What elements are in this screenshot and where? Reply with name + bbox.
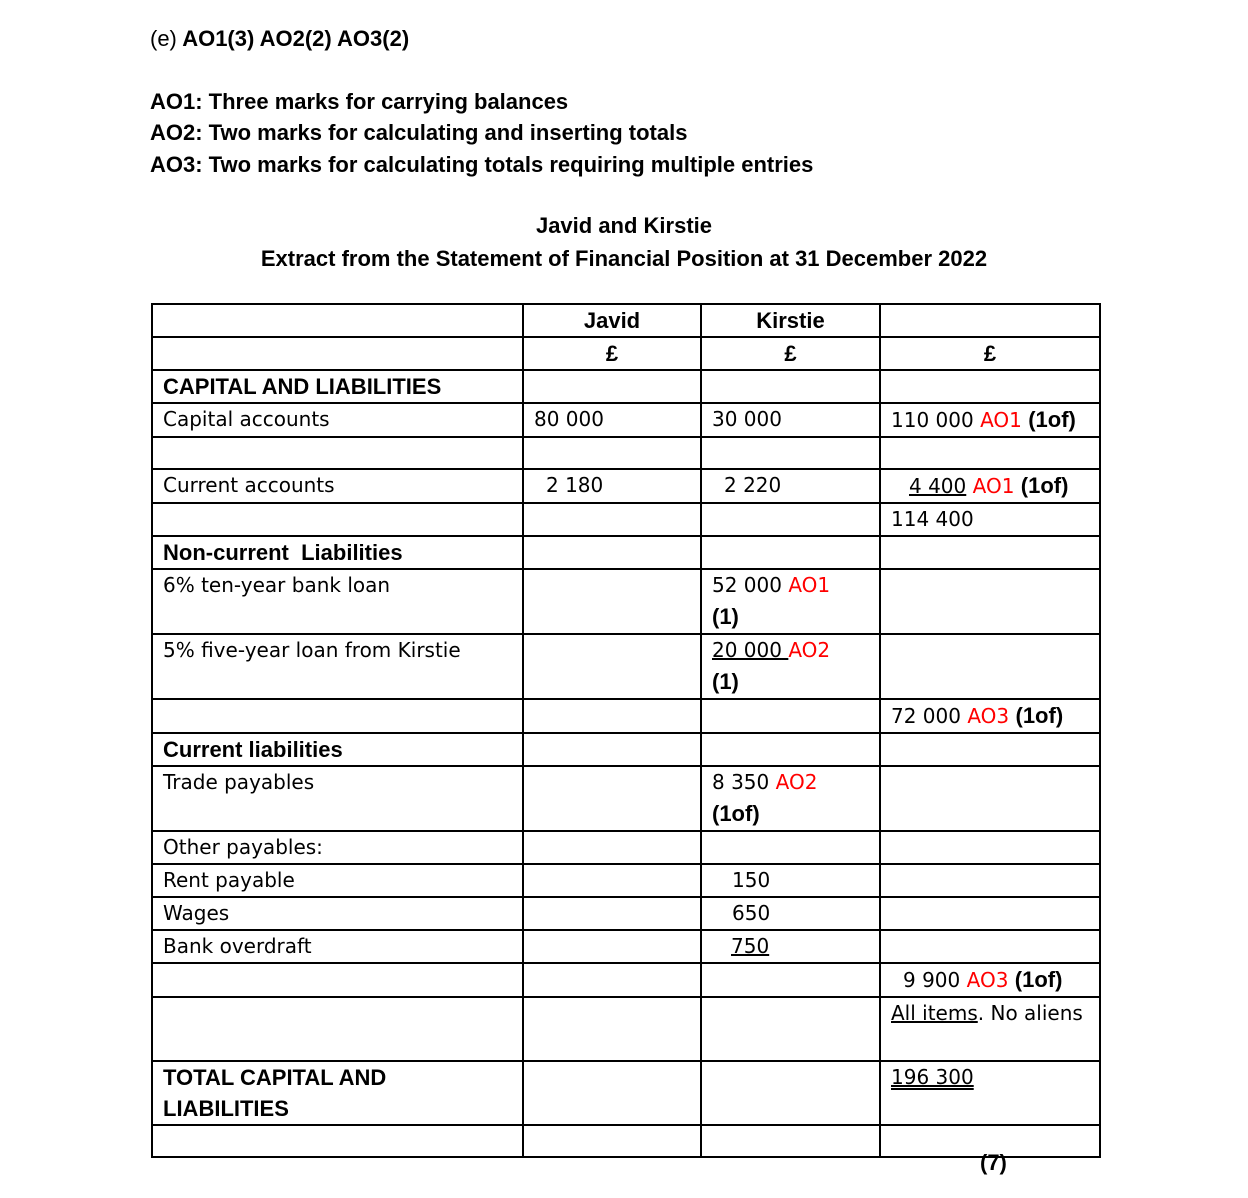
kirstie-cell bbox=[701, 766, 880, 831]
table-row bbox=[152, 370, 1100, 403]
table-row bbox=[152, 733, 1100, 766]
kirstie-cell bbox=[701, 930, 880, 963]
javid-value: 2 180 bbox=[523, 469, 701, 503]
table-row bbox=[152, 304, 1100, 337]
section-heading: CAPITAL AND LIABILITIES bbox=[152, 370, 523, 403]
kirstie-cell bbox=[701, 569, 880, 634]
total-value: 9 900 bbox=[903, 968, 961, 992]
row-label: 5% five-year loan from Kirstie bbox=[152, 634, 523, 699]
financial-position-table bbox=[151, 303, 1101, 1158]
table-row bbox=[152, 337, 1100, 370]
ao-marker: AO1 bbox=[788, 573, 831, 597]
table-row bbox=[152, 963, 1100, 997]
currency: £ bbox=[880, 337, 1100, 370]
total-cell bbox=[880, 963, 1100, 997]
table-row bbox=[152, 864, 1100, 897]
table-row bbox=[152, 766, 1100, 831]
section-heading: Current liabilities bbox=[152, 733, 523, 766]
table-row bbox=[152, 831, 1100, 864]
ao-marker: AO3 bbox=[966, 968, 1009, 992]
currency: £ bbox=[701, 337, 880, 370]
col-header-javid: Javid bbox=[523, 304, 701, 337]
total-cell bbox=[880, 403, 1100, 437]
kirstie-value: 2 220 bbox=[701, 469, 880, 503]
mark: (1of) bbox=[1014, 967, 1063, 992]
total-cell bbox=[880, 469, 1100, 503]
total-value: 4 400 bbox=[909, 474, 967, 498]
total-value: 110 000 bbox=[891, 408, 974, 432]
table-row bbox=[152, 1125, 1100, 1157]
note-underlined: All items bbox=[891, 1001, 978, 1025]
row-label: 6% ten-year bank loan bbox=[152, 569, 523, 634]
table-row bbox=[152, 897, 1100, 930]
table-row bbox=[152, 437, 1100, 469]
amount: 52 000 bbox=[712, 573, 782, 597]
amount: 650 bbox=[701, 897, 880, 930]
mark: (1) bbox=[712, 669, 739, 694]
kirstie-value: 30 000 bbox=[701, 403, 880, 437]
table-row bbox=[152, 536, 1100, 569]
currency: £ bbox=[523, 337, 701, 370]
col-header-kirstie: Kirstie bbox=[701, 304, 880, 337]
criterion-ao1: AO1: Three marks for carrying balances bbox=[150, 89, 569, 114]
row-label: Rent payable bbox=[152, 864, 523, 897]
total-marks: (7) bbox=[980, 1150, 1007, 1175]
part-label: (e) bbox=[150, 26, 177, 51]
mark: (1of) bbox=[1020, 473, 1069, 498]
row-label: Wages bbox=[152, 897, 523, 930]
criterion-ao3: AO3: Two marks for calculating totals requiring multiple entries bbox=[150, 152, 814, 177]
amount: 150 bbox=[701, 864, 880, 897]
title-line1: Javid and Kirstie bbox=[535, 213, 713, 238]
criterion-ao2: AO2: Two marks for calculating and inserting totals bbox=[150, 120, 688, 145]
subtotal-value: 114 400 bbox=[880, 503, 1100, 536]
ao-marker: AO2 bbox=[788, 638, 831, 662]
table-row bbox=[152, 634, 1100, 699]
grand-total-value: 196 300 bbox=[891, 1065, 974, 1089]
row-label: Trade payables bbox=[152, 766, 523, 831]
table-row bbox=[152, 1061, 1100, 1125]
amount: 20 000 bbox=[712, 638, 782, 662]
question-header bbox=[150, 26, 409, 52]
table-row bbox=[152, 997, 1100, 1061]
total-cell bbox=[880, 699, 1100, 733]
mark: (1of) bbox=[712, 801, 760, 826]
mark-allocation: AO1(3) AO2(2) AO3(2) bbox=[182, 26, 410, 51]
table-row bbox=[152, 403, 1100, 437]
table-row bbox=[152, 699, 1100, 733]
row-label: Current accounts bbox=[152, 469, 523, 503]
ao-marker: AO2 bbox=[775, 770, 818, 794]
row-label: Bank overdraft bbox=[152, 930, 523, 963]
mark: (1of) bbox=[1015, 703, 1064, 728]
mark: (1of) bbox=[1028, 407, 1076, 432]
total-value: 72 000 bbox=[891, 704, 961, 728]
javid-value: 80 000 bbox=[523, 403, 701, 437]
kirstie-cell bbox=[701, 634, 880, 699]
row-label: Other payables: bbox=[152, 831, 523, 864]
ao-marker: AO3 bbox=[967, 704, 1010, 728]
table-row bbox=[152, 469, 1100, 503]
title-line2: Extract from the Statement of Financial Position at 31 December 2022 bbox=[260, 246, 988, 271]
section-heading: Non-current Liabilities bbox=[152, 536, 523, 569]
table-row bbox=[152, 569, 1100, 634]
table-row bbox=[152, 930, 1100, 963]
note-rest: . No aliens bbox=[977, 1001, 1083, 1025]
row-label: Capital accounts bbox=[152, 403, 523, 437]
amount: 8 350 bbox=[712, 770, 770, 794]
ao-marker: AO1 bbox=[972, 474, 1015, 498]
amount: 750 bbox=[731, 934, 770, 958]
examiner-note bbox=[880, 997, 1100, 1061]
mark: (1) bbox=[712, 604, 739, 629]
grand-total-label: TOTAL CAPITAL AND LIABILITIES bbox=[152, 1061, 523, 1125]
total-cell bbox=[880, 1061, 1100, 1125]
table-row bbox=[152, 503, 1100, 536]
ao-marker: AO1 bbox=[980, 408, 1022, 432]
